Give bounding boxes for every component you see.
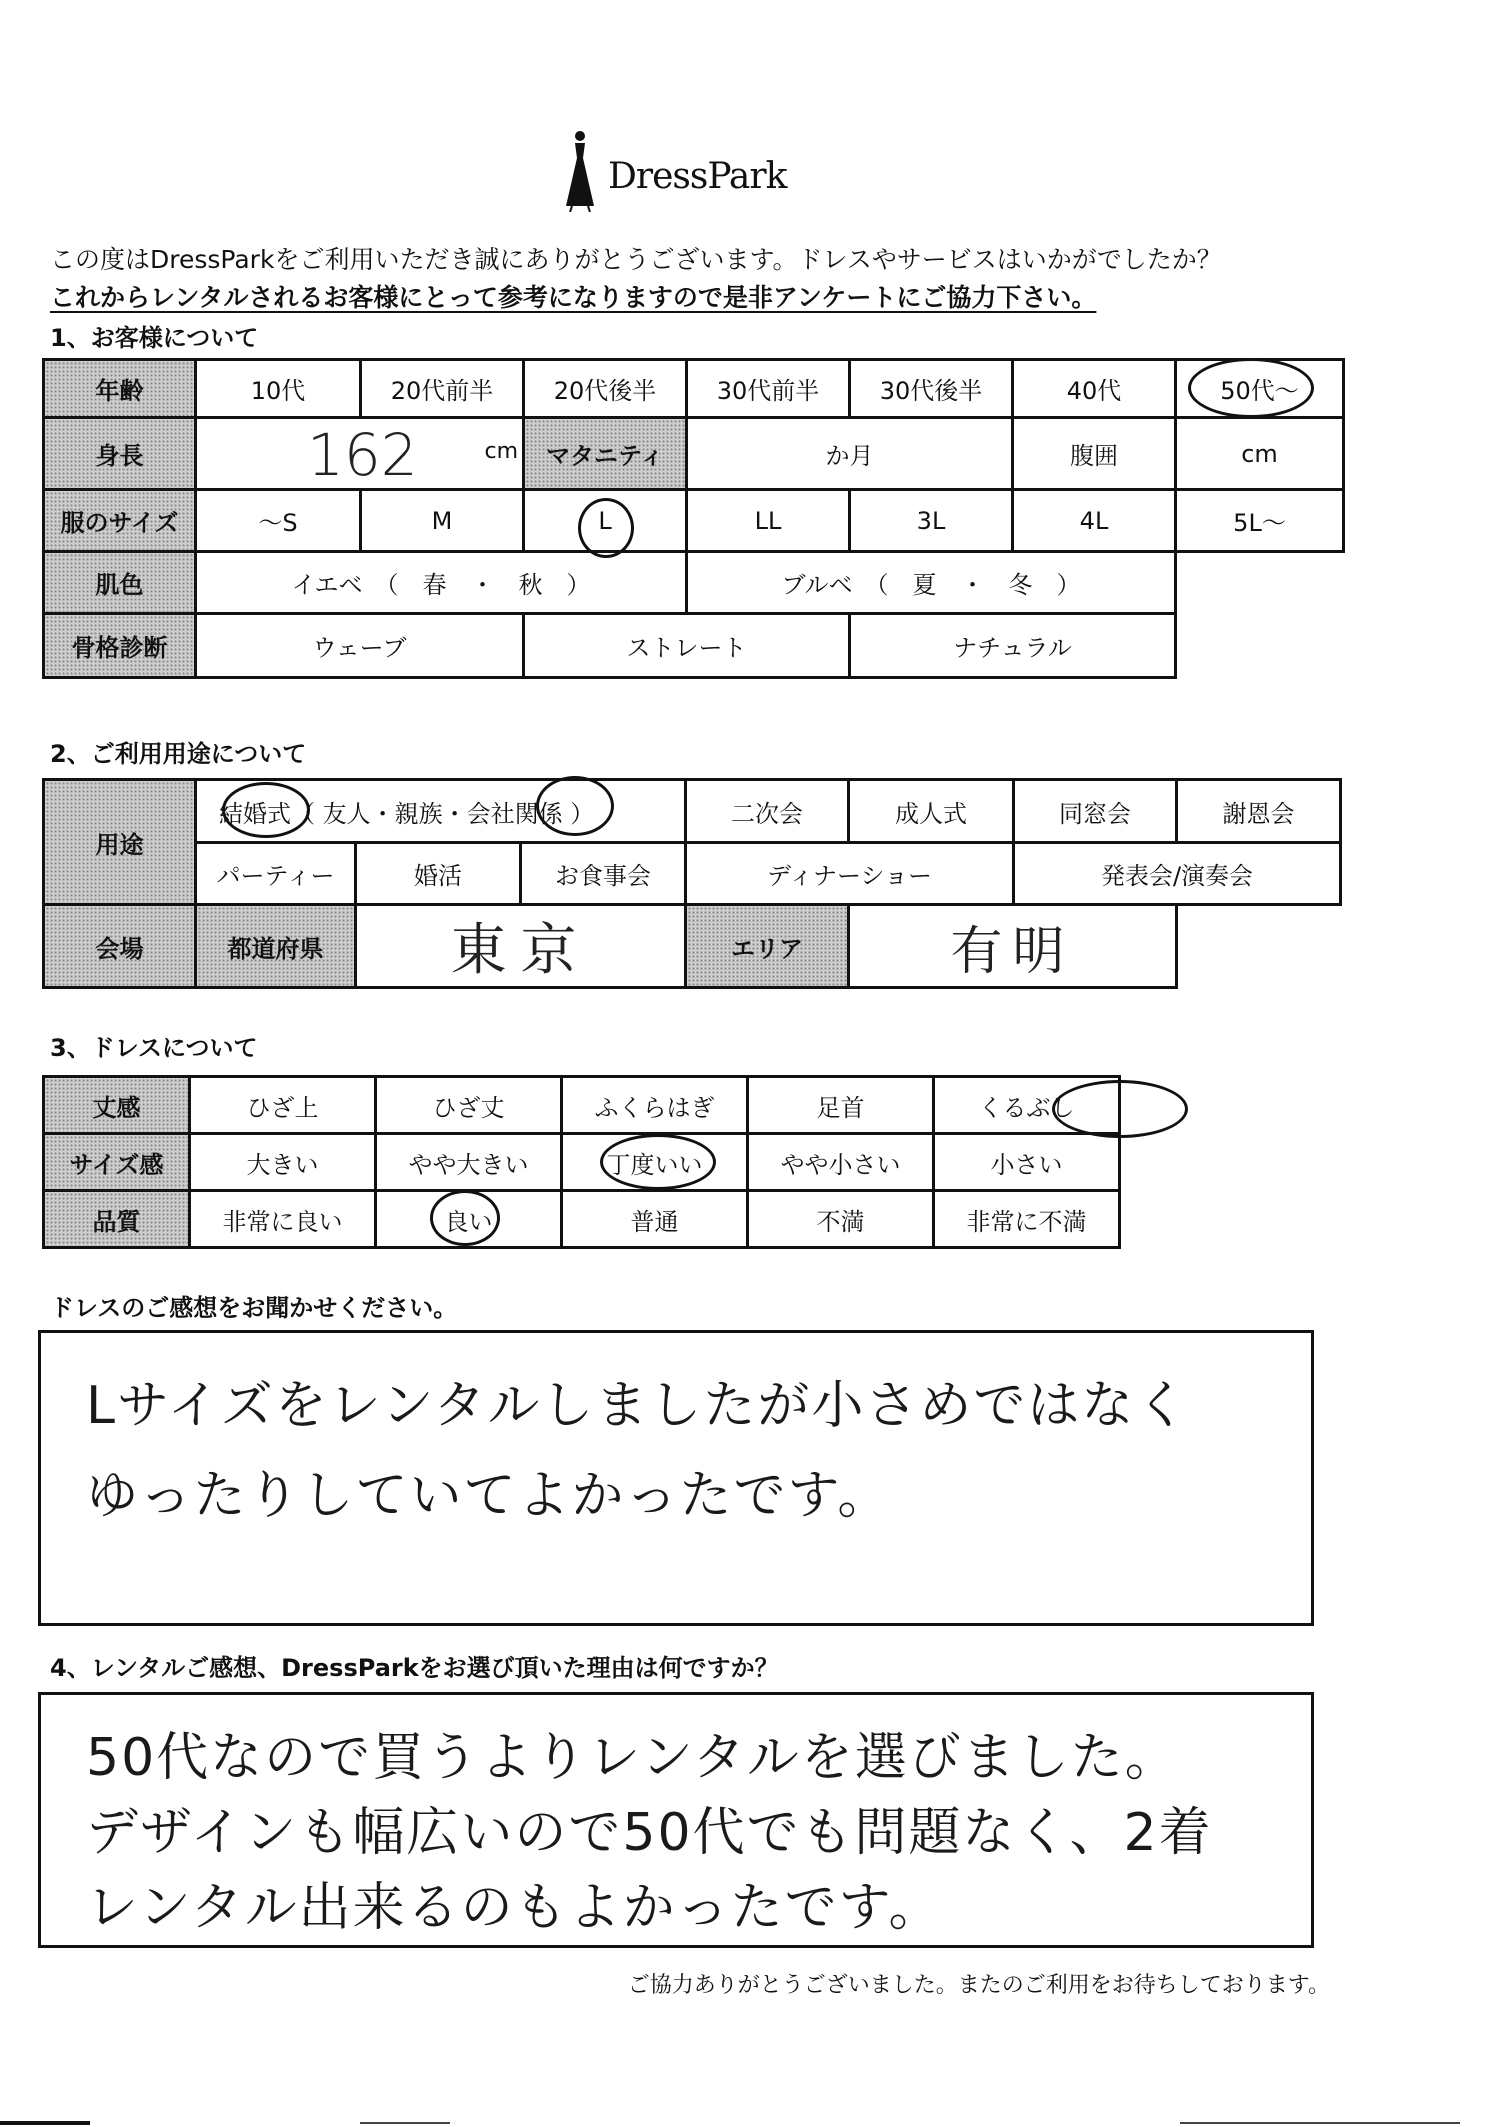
- age-label: 年齢: [44, 360, 196, 418]
- rental-comment-line: レンタル出来るのもよかったです。: [86, 1878, 943, 1938]
- quality-option-selected[interactable]: 良い: [376, 1191, 562, 1248]
- size-option[interactable]: M: [361, 490, 524, 552]
- purpose-option-wedding[interactable]: 結婚式（ 友人・親族・会社関係 ）: [196, 780, 686, 843]
- age-option[interactable]: 40代: [1013, 360, 1176, 418]
- quality-option[interactable]: 非常に良い: [190, 1191, 376, 1248]
- area-field[interactable]: [849, 905, 1177, 988]
- purpose-option[interactable]: 謝恩会: [1177, 780, 1341, 843]
- purpose-option[interactable]: お食事会: [521, 843, 686, 905]
- age-option[interactable]: 30代後半: [850, 360, 1013, 418]
- fit-option-selected[interactable]: 丁度いい: [562, 1134, 748, 1191]
- size-option[interactable]: 〜S: [196, 490, 361, 552]
- rental-comment-line: 50代なので買うよりレンタルを選びました。: [86, 1728, 1179, 1788]
- section3-title: 3、ドレスについて: [50, 1034, 258, 1062]
- section1-title: 1、お客様について: [50, 324, 259, 352]
- fit-selection-mark: [600, 1134, 716, 1190]
- area-value: 有明: [950, 921, 1075, 982]
- purpose-label: 用途: [44, 780, 196, 905]
- skin-option-blue[interactable]: ブルベ （ 夏 ・ 冬 ）: [687, 552, 1176, 614]
- length-option[interactable]: ひざ上: [190, 1077, 376, 1134]
- length-selection-mark: [1052, 1080, 1188, 1138]
- waist-label: 腹囲: [1013, 418, 1176, 490]
- length-option-selected[interactable]: くるぶし: [934, 1077, 1120, 1134]
- age-option[interactable]: 10代: [196, 360, 361, 418]
- size-option[interactable]: 5L〜: [1176, 490, 1344, 552]
- quality-option[interactable]: 普通: [562, 1191, 748, 1248]
- purpose-option[interactable]: 発表会/演奏会: [1014, 843, 1341, 905]
- purpose-option[interactable]: 成人式: [849, 780, 1014, 843]
- dresspark-logo: [560, 128, 820, 218]
- purpose-option[interactable]: 同窓会: [1014, 780, 1177, 843]
- dress-comment-box[interactable]: [38, 1330, 1314, 1626]
- prefecture-value: 東京: [450, 918, 591, 983]
- length-option[interactable]: ふくらはぎ: [562, 1077, 748, 1134]
- size-option[interactable]: 4L: [1013, 490, 1176, 552]
- skeleton-option[interactable]: ウェーブ: [196, 614, 524, 678]
- customer-info-table: [42, 358, 1345, 679]
- age-option[interactable]: 30代前半: [687, 360, 850, 418]
- fit-label: サイズ感: [44, 1134, 190, 1191]
- size-option[interactable]: 3L: [850, 490, 1013, 552]
- age-option-selected[interactable]: 50代〜: [1176, 360, 1344, 418]
- skeleton-option[interactable]: ストレート: [524, 614, 850, 678]
- size-label: 服のサイズ: [44, 490, 196, 552]
- age-selection-mark: [1188, 358, 1314, 418]
- size-option-selected[interactable]: L: [524, 490, 687, 552]
- scan-edge-marks: [0, 2117, 1500, 2127]
- size-option[interactable]: LL: [687, 490, 850, 552]
- skin-option-yellow[interactable]: イエベ （ 春 ・ 秋 ）: [196, 552, 687, 614]
- dress-silhouette-icon: [560, 128, 600, 212]
- fit-option[interactable]: 小さい: [934, 1134, 1120, 1191]
- empty-cell: [1176, 614, 1344, 678]
- prefecture-field[interactable]: [356, 905, 686, 988]
- logo-brand-name: DressPark: [608, 156, 787, 197]
- area-label: エリア: [686, 905, 849, 988]
- intro-text: この度はDressParkをご利用いただき誠にありがとうございます。ドレスやサービスはいかがでしたか？: [50, 245, 1222, 274]
- dress-comment-prompt: ドレスのご感想をお聞かせください。: [50, 1294, 458, 1322]
- maternity-field[interactable]: か月: [687, 418, 1013, 490]
- length-label: 丈感: [44, 1077, 190, 1134]
- age-option[interactable]: 20代前半: [361, 360, 524, 418]
- purpose-option[interactable]: パーティー: [196, 843, 356, 905]
- fit-option[interactable]: やや小さい: [748, 1134, 934, 1191]
- purpose-option[interactable]: 婚活: [356, 843, 521, 905]
- quality-option[interactable]: 不満: [748, 1191, 934, 1248]
- quality-option[interactable]: 非常に不満: [934, 1191, 1120, 1248]
- dress-comment-line: ゆったりしていてよかったです。: [86, 1466, 892, 1526]
- age-option[interactable]: 20代後半: [524, 360, 687, 418]
- dress-table: [42, 1075, 1121, 1249]
- rental-comment-line: デザインも幅広いので50代でも問題なく、2着: [86, 1803, 1213, 1863]
- rental-comment-box[interactable]: [38, 1692, 1314, 1948]
- quality-label: 品質: [44, 1191, 190, 1248]
- footer-thanks: ご協力ありがとうございました。またのご利用をお待ちしております。: [627, 1973, 1330, 1998]
- fit-option[interactable]: 大きい: [190, 1134, 376, 1191]
- height-field[interactable]: [196, 418, 524, 490]
- skin-label: 肌色: [44, 552, 196, 614]
- section2-title: 2、ご利用用途について: [50, 740, 307, 768]
- wedding-selection-mark: [222, 782, 310, 838]
- intro-request: これからレンタルされるお客様にとって参考になりますので是非アンケートにご協力下さい。: [50, 283, 1097, 312]
- fit-option[interactable]: やや大きい: [376, 1134, 562, 1191]
- skeleton-option[interactable]: ナチュラル: [850, 614, 1176, 678]
- height-value: 162: [307, 421, 418, 489]
- waist-field[interactable]: cm: [1176, 418, 1344, 490]
- company-selection-mark: [536, 776, 614, 836]
- section4-title: 4、レンタルご感想、DressParkをお選び頂いた理由は何ですか？: [50, 1654, 779, 1682]
- length-option[interactable]: 足首: [748, 1077, 934, 1134]
- length-option[interactable]: ひざ丈: [376, 1077, 562, 1134]
- height-label: 身長: [44, 418, 196, 490]
- empty-cell: [1177, 905, 1341, 988]
- empty-cell: [1176, 552, 1344, 614]
- venue-label: 会場: [44, 905, 196, 988]
- purpose-option[interactable]: 二次会: [686, 780, 849, 843]
- purpose-option[interactable]: ディナーショー: [686, 843, 1014, 905]
- height-unit: cm: [484, 439, 518, 464]
- skeleton-label: 骨格診断: [44, 614, 196, 678]
- maternity-label: マタニティ: [524, 418, 687, 490]
- quality-selection-mark: [430, 1190, 500, 1246]
- size-selection-mark: [578, 498, 634, 558]
- dress-comment-line: Lサイズをレンタルしましたが小さめではなく: [86, 1376, 1190, 1436]
- prefecture-label: 都道府県: [196, 905, 356, 988]
